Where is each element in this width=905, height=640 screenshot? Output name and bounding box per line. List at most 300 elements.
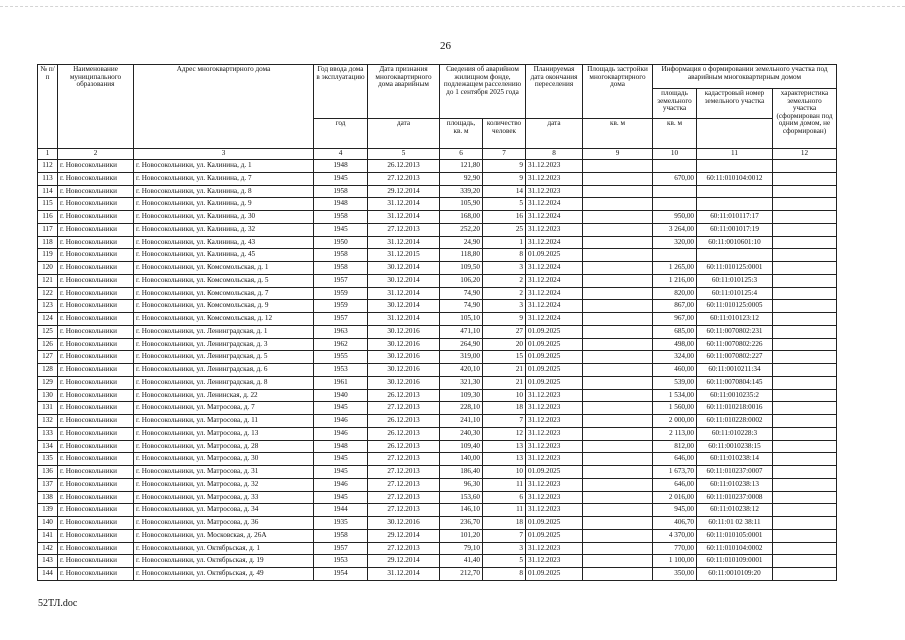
date-cell: 30.12.2016	[368, 517, 440, 530]
row-number: 133	[38, 427, 58, 440]
municipality-cell: г. Новосокольники	[58, 313, 134, 326]
people-cell: 12	[483, 427, 526, 440]
header-address: Адрес многоквартирного дома	[134, 65, 314, 149]
area-cell: 339,20	[440, 185, 483, 198]
date-cell: 31.12.2014	[368, 313, 440, 326]
land-char-cell	[773, 185, 837, 198]
land-char-cell	[773, 415, 837, 428]
area-cell: 109,30	[440, 389, 483, 402]
building-area-cell	[583, 389, 653, 402]
area-cell: 140,00	[440, 453, 483, 466]
address-cell: г. Новосокольники, ул. Комсомольская, д. 1	[134, 262, 314, 275]
building-area-cell	[583, 172, 653, 185]
header-num: № п/п	[38, 65, 58, 149]
land-area-cell: 950,00	[653, 211, 697, 224]
area-cell: 101,20	[440, 529, 483, 542]
table-row	[38, 185, 837, 198]
planned-date-cell: 01.09.2025	[526, 568, 583, 581]
land-char-cell	[773, 313, 837, 326]
row-number: 129	[38, 376, 58, 389]
people-cell: 18	[483, 402, 526, 415]
date-cell: 31.12.2015	[368, 249, 440, 262]
year-cell: 1958	[314, 262, 368, 275]
header-building-area: Площадь застройки многоквартирного дома	[583, 65, 653, 119]
people-cell: 21	[483, 376, 526, 389]
year-cell: 1935	[314, 517, 368, 530]
date-cell: 30.12.2016	[368, 351, 440, 364]
year-cell: 1945	[314, 402, 368, 415]
date-cell: 31.12.2014	[368, 211, 440, 224]
address-cell: г. Новосокольники, ул. Матросова, д. 32	[134, 478, 314, 491]
land-char-cell	[773, 389, 837, 402]
year-cell: 1955	[314, 351, 368, 364]
people-cell: 9	[483, 172, 526, 185]
date-cell: 30.12.2014	[368, 274, 440, 287]
area-cell: 146,10	[440, 504, 483, 517]
address-cell: г. Новосокольники, ул. Калинина, д. 45	[134, 249, 314, 262]
land-area-cell: 406,70	[653, 517, 697, 530]
land-area-cell: 812,00	[653, 440, 697, 453]
planned-date-cell: 31.12.2024	[526, 198, 583, 211]
planned-date-cell: 31.12.2023	[526, 491, 583, 504]
people-cell: 9	[483, 313, 526, 326]
table-row	[38, 517, 837, 530]
address-cell: г. Новосокольники, ул. Матросова, д. 36	[134, 517, 314, 530]
row-number: 120	[38, 262, 58, 275]
address-cell: г. Новосокольники, ул. Матросова, д. 30	[134, 453, 314, 466]
date-cell: 31.12.2014	[368, 198, 440, 211]
address-cell: г. Новосокольники, ул. Октябрьская, д. 49	[134, 568, 314, 581]
footer-filename: 52ТЛ.doc	[38, 598, 78, 609]
land-area-cell: 1 100,00	[653, 555, 697, 568]
date-cell: 30.12.2016	[368, 364, 440, 377]
row-number: 118	[38, 236, 58, 249]
land-char-cell	[773, 542, 837, 555]
land-char-cell	[773, 223, 837, 236]
table-row	[38, 313, 837, 326]
table-row	[38, 364, 837, 377]
area-cell: 109,50	[440, 262, 483, 275]
land-char-cell	[773, 568, 837, 581]
address-cell: г. Новосокольники, ул. Матросова, д. 11	[134, 415, 314, 428]
cadastral-cell: 60:11:0070802:226	[697, 338, 773, 351]
address-cell: г. Новосокольники, ул. Комсомольская, д. 7	[134, 287, 314, 300]
land-char-cell	[773, 211, 837, 224]
date-cell: 27.12.2013	[368, 491, 440, 504]
date-cell: 31.12.2014	[368, 236, 440, 249]
year-cell: 1948	[314, 160, 368, 173]
table-row	[38, 160, 837, 173]
land-area-cell: 967,00	[653, 313, 697, 326]
land-area-cell: 320,00	[653, 236, 697, 249]
address-cell: г. Новосокольники, ул. Матросова, д. 28	[134, 440, 314, 453]
address-cell: г. Новосокольники, ул. Ленинградская, д. 6	[134, 364, 314, 377]
year-cell: 1958	[314, 185, 368, 198]
row-number: 115	[38, 198, 58, 211]
address-cell: г. Новосокольники, ул. Калинина, д. 32	[134, 223, 314, 236]
year-cell: 1957	[314, 313, 368, 326]
column-number-cell: 1	[38, 149, 58, 160]
land-area-cell: 670,00	[653, 172, 697, 185]
area-cell: 168,00	[440, 211, 483, 224]
people-cell: 3	[483, 542, 526, 555]
people-cell: 8	[483, 249, 526, 262]
date-cell: 30.12.2016	[368, 338, 440, 351]
year-cell: 1946	[314, 415, 368, 428]
table-row	[38, 211, 837, 224]
building-area-cell	[583, 223, 653, 236]
year-cell: 1953	[314, 364, 368, 377]
land-area-cell: 646,00	[653, 478, 697, 491]
table-row	[38, 466, 837, 479]
address-cell: г. Новосокольники, ул. Комсомольская, д. 9	[134, 300, 314, 313]
municipality-cell: г. Новосокольники	[58, 338, 134, 351]
table-row	[38, 440, 837, 453]
date-cell: 29.12.2014	[368, 185, 440, 198]
date-cell: 27.12.2013	[368, 466, 440, 479]
row-number: 136	[38, 466, 58, 479]
cadastral-cell: 60:11:010104:0002	[697, 542, 773, 555]
land-char-cell	[773, 160, 837, 173]
date-cell: 31.12.2014	[368, 287, 440, 300]
cadastral-cell: 60:11:010238:12	[697, 504, 773, 517]
date-cell: 29.12.2014	[368, 555, 440, 568]
planned-date-cell: 31.12.2023	[526, 389, 583, 402]
year-cell: 1948	[314, 440, 368, 453]
unit-date: дата	[368, 119, 440, 149]
building-area-cell	[583, 236, 653, 249]
table-row	[38, 542, 837, 555]
unit-area: площадь, кв. м	[440, 119, 483, 149]
people-cell: 7	[483, 529, 526, 542]
land-area-cell: 2 113,00	[653, 427, 697, 440]
land-area-cell	[653, 198, 697, 211]
building-area-cell	[583, 491, 653, 504]
header-planned-date: Планируемая дата окончания переселения	[526, 65, 583, 119]
land-char-cell	[773, 453, 837, 466]
year-cell: 1962	[314, 338, 368, 351]
planned-date-cell: 31.12.2023	[526, 172, 583, 185]
year-cell: 1958	[314, 211, 368, 224]
planned-date-cell: 01.09.2025	[526, 376, 583, 389]
municipality-cell: г. Новосокольники	[58, 504, 134, 517]
land-char-cell	[773, 236, 837, 249]
municipality-cell: г. Новосокольники	[58, 466, 134, 479]
municipality-cell: г. Новосокольники	[58, 274, 134, 287]
cadastral-cell: 60:11:0010238:15	[697, 440, 773, 453]
land-char-cell	[773, 504, 837, 517]
row-number: 132	[38, 415, 58, 428]
building-area-cell	[583, 160, 653, 173]
area-cell: 420,10	[440, 364, 483, 377]
cadastral-cell	[697, 249, 773, 262]
table-row	[38, 376, 837, 389]
area-cell: 252,20	[440, 223, 483, 236]
people-cell: 11	[483, 478, 526, 491]
building-area-cell	[583, 364, 653, 377]
cadastral-cell: 60:11:010104:0012	[697, 172, 773, 185]
row-number: 125	[38, 325, 58, 338]
year-cell: 1963	[314, 325, 368, 338]
municipality-cell: г. Новосокольники	[58, 249, 134, 262]
cadastral-cell	[697, 185, 773, 198]
land-char-cell	[773, 517, 837, 530]
land-char-cell	[773, 529, 837, 542]
address-cell: г. Новосокольники, ул. Матросова, д. 13	[134, 427, 314, 440]
column-number-cell: 11	[697, 149, 773, 160]
building-area-cell	[583, 478, 653, 491]
land-area-cell: 1 216,00	[653, 274, 697, 287]
date-cell: 27.12.2013	[368, 402, 440, 415]
land-char-cell	[773, 300, 837, 313]
address-cell: г. Новосокольники, ул. Комсомольская, д. 5	[134, 274, 314, 287]
people-cell: 2	[483, 274, 526, 287]
date-cell: 26.12.2013	[368, 415, 440, 428]
building-area-cell	[583, 325, 653, 338]
people-cell: 5	[483, 198, 526, 211]
land-area-cell: 324,00	[653, 351, 697, 364]
year-cell: 1958	[314, 249, 368, 262]
building-area-cell	[583, 198, 653, 211]
address-cell: г. Новосокольники, ул. Матросова, д. 33	[134, 491, 314, 504]
column-number-cell: 7	[483, 149, 526, 160]
cadastral-cell	[697, 160, 773, 173]
page-number: 26	[440, 40, 451, 52]
year-cell: 1948	[314, 198, 368, 211]
people-cell: 15	[483, 351, 526, 364]
row-number: 134	[38, 440, 58, 453]
land-area-cell: 4 370,00	[653, 529, 697, 542]
land-char-cell	[773, 478, 837, 491]
planned-date-cell: 31.12.2023	[526, 453, 583, 466]
municipality-cell: г. Новосокольники	[58, 389, 134, 402]
area-cell: 319,00	[440, 351, 483, 364]
land-area-cell: 945,00	[653, 504, 697, 517]
address-cell: г. Новосокольники, ул. Ленинградская, д. 1	[134, 325, 314, 338]
building-area-cell	[583, 274, 653, 287]
planned-date-cell: 01.09.2025	[526, 529, 583, 542]
cadastral-cell: 60:11:0010109:20	[697, 568, 773, 581]
land-area-cell: 498,00	[653, 338, 697, 351]
table-row	[38, 427, 837, 440]
unit-blank	[697, 119, 773, 149]
cadastral-cell: 60:11:010125:3	[697, 274, 773, 287]
table-row	[38, 198, 837, 211]
planned-date-cell: 31.12.2024	[526, 274, 583, 287]
land-area-cell: 2 000,00	[653, 415, 697, 428]
people-cell: 5	[483, 555, 526, 568]
people-cell: 14	[483, 185, 526, 198]
land-area-cell: 685,00	[653, 325, 697, 338]
area-cell: 186,40	[440, 466, 483, 479]
cadastral-cell: 60:11:0010601:10	[697, 236, 773, 249]
row-number: 126	[38, 338, 58, 351]
building-area-cell	[583, 313, 653, 326]
table-row	[38, 491, 837, 504]
area-cell: 212,70	[440, 568, 483, 581]
cadastral-cell: 60:11:0010235:2	[697, 389, 773, 402]
address-cell: г. Новосокольники, ул. Калинина, д. 9	[134, 198, 314, 211]
area-cell: 74,90	[440, 287, 483, 300]
address-cell: г. Новосокольники, ул. Октябрьская, д. 1	[134, 542, 314, 555]
land-char-cell	[773, 338, 837, 351]
row-number: 112	[38, 160, 58, 173]
planned-date-cell: 31.12.2023	[526, 440, 583, 453]
table-row	[38, 287, 837, 300]
land-char-cell	[773, 364, 837, 377]
municipality-cell: г. Новосокольники	[58, 351, 134, 364]
people-cell: 16	[483, 211, 526, 224]
people-cell: 25	[483, 223, 526, 236]
year-cell: 1945	[314, 466, 368, 479]
address-cell: г. Новосокольники, ул. Калинина, д. 1	[134, 160, 314, 173]
area-cell: 121,80	[440, 160, 483, 173]
date-cell: 30.12.2014	[368, 262, 440, 275]
land-char-cell	[773, 287, 837, 300]
date-cell: 27.12.2013	[368, 223, 440, 236]
building-area-cell	[583, 185, 653, 198]
cadastral-cell: 60:11:010125:0005	[697, 300, 773, 313]
land-char-cell	[773, 427, 837, 440]
area-cell: 92,90	[440, 172, 483, 185]
row-number: 128	[38, 364, 58, 377]
people-cell: 27	[483, 325, 526, 338]
column-number-cell: 5	[368, 149, 440, 160]
table-row	[38, 415, 837, 428]
area-cell: 240,30	[440, 427, 483, 440]
table-row	[38, 262, 837, 275]
column-number-cell: 4	[314, 149, 368, 160]
year-cell: 1957	[314, 274, 368, 287]
cadastral-cell: 60:11:010218:0016	[697, 402, 773, 415]
table-row	[38, 172, 837, 185]
land-char-cell	[773, 249, 837, 262]
row-number: 121	[38, 274, 58, 287]
building-area-cell	[583, 568, 653, 581]
land-char-cell	[773, 402, 837, 415]
land-area-cell: 460,00	[653, 364, 697, 377]
year-cell: 1954	[314, 568, 368, 581]
cadastral-cell: 60:11:01 02 38:11	[697, 517, 773, 530]
cadastral-cell: 60:11:0070804:145	[697, 376, 773, 389]
area-cell: 228,10	[440, 402, 483, 415]
municipality-cell: г. Новосокольники	[58, 185, 134, 198]
year-cell: 1946	[314, 478, 368, 491]
land-char-cell	[773, 274, 837, 287]
unit-date2: дата	[526, 119, 583, 149]
header-date-emergency: Дата признания многоквартирного дома аварийным	[368, 65, 440, 119]
address-cell: г. Новосокольники, ул. Матросова, д. 31	[134, 466, 314, 479]
row-number: 124	[38, 313, 58, 326]
land-area-cell: 770,00	[653, 542, 697, 555]
row-number: 123	[38, 300, 58, 313]
land-char-cell	[773, 555, 837, 568]
cadastral-cell: 60:11:001017:19	[697, 223, 773, 236]
area-cell: 264,90	[440, 338, 483, 351]
header-fund-info: Сведения об аварийном жилищном фонде, подлежащем расселению до 1 сентября 2025 года	[440, 65, 526, 119]
row-number: 138	[38, 491, 58, 504]
planned-date-cell: 31.12.2023	[526, 504, 583, 517]
column-number-cell: 6	[440, 149, 483, 160]
building-area-cell	[583, 211, 653, 224]
table-row	[38, 338, 837, 351]
row-number: 140	[38, 517, 58, 530]
row-number: 141	[38, 529, 58, 542]
area-cell: 74,90	[440, 300, 483, 313]
planned-date-cell: 31.12.2024	[526, 262, 583, 275]
row-number: 144	[38, 568, 58, 581]
municipality-cell: г. Новосокольники	[58, 517, 134, 530]
header-cadastral: кадастровый номер земельного участка	[697, 89, 773, 119]
row-number: 130	[38, 389, 58, 402]
municipality-cell: г. Новосокольники	[58, 568, 134, 581]
building-area-cell	[583, 453, 653, 466]
municipality-cell: г. Новосокольники	[58, 236, 134, 249]
table-row	[38, 555, 837, 568]
municipality-cell: г. Новосокольники	[58, 491, 134, 504]
building-area-cell	[583, 249, 653, 262]
building-area-cell	[583, 427, 653, 440]
row-number: 137	[38, 478, 58, 491]
column-number-cell: 9	[583, 149, 653, 160]
year-cell: 1959	[314, 300, 368, 313]
row-number: 139	[38, 504, 58, 517]
planned-date-cell: 31.12.2023	[526, 402, 583, 415]
land-char-cell	[773, 466, 837, 479]
building-area-cell	[583, 338, 653, 351]
address-cell: г. Новосокольники, ул. Матросова, д. 34	[134, 504, 314, 517]
land-area-cell: 2 016,00	[653, 491, 697, 504]
building-area-cell	[583, 376, 653, 389]
building-area-cell	[583, 402, 653, 415]
land-area-cell: 867,00	[653, 300, 697, 313]
planned-date-cell: 31.12.2023	[526, 478, 583, 491]
row-number: 143	[38, 555, 58, 568]
unit-sqm2: кв. м	[653, 119, 697, 149]
row-number: 113	[38, 172, 58, 185]
cadastral-cell: 60:11:010238:13	[697, 478, 773, 491]
address-cell: г. Новосокольники, ул. Ленинградская, д. 3	[134, 338, 314, 351]
people-cell: 6	[483, 491, 526, 504]
date-cell: 30.12.2016	[368, 325, 440, 338]
municipality-cell: г. Новосокольники	[58, 364, 134, 377]
row-number: 135	[38, 453, 58, 466]
municipality-cell: г. Новосокольники	[58, 555, 134, 568]
year-cell: 1950	[314, 236, 368, 249]
people-cell: 21	[483, 364, 526, 377]
area-cell: 105,90	[440, 198, 483, 211]
scan-edge-line	[0, 6, 905, 9]
date-cell: 26.12.2013	[368, 389, 440, 402]
land-area-cell: 820,00	[653, 287, 697, 300]
land-area-cell	[653, 160, 697, 173]
people-cell: 7	[483, 415, 526, 428]
planned-date-cell: 31.12.2023	[526, 160, 583, 173]
date-cell: 31.12.2014	[368, 568, 440, 581]
date-cell: 27.12.2013	[368, 478, 440, 491]
people-cell: 3	[483, 262, 526, 275]
people-cell: 13	[483, 453, 526, 466]
table-row	[38, 223, 837, 236]
planned-date-cell: 31.12.2023	[526, 223, 583, 236]
municipality-cell: г. Новосокольники	[58, 529, 134, 542]
row-number: 127	[38, 351, 58, 364]
row-number: 117	[38, 223, 58, 236]
cadastral-cell: 60:11:010228:3	[697, 427, 773, 440]
people-cell: 10	[483, 466, 526, 479]
date-cell: 26.12.2013	[368, 440, 440, 453]
year-cell: 1945	[314, 172, 368, 185]
